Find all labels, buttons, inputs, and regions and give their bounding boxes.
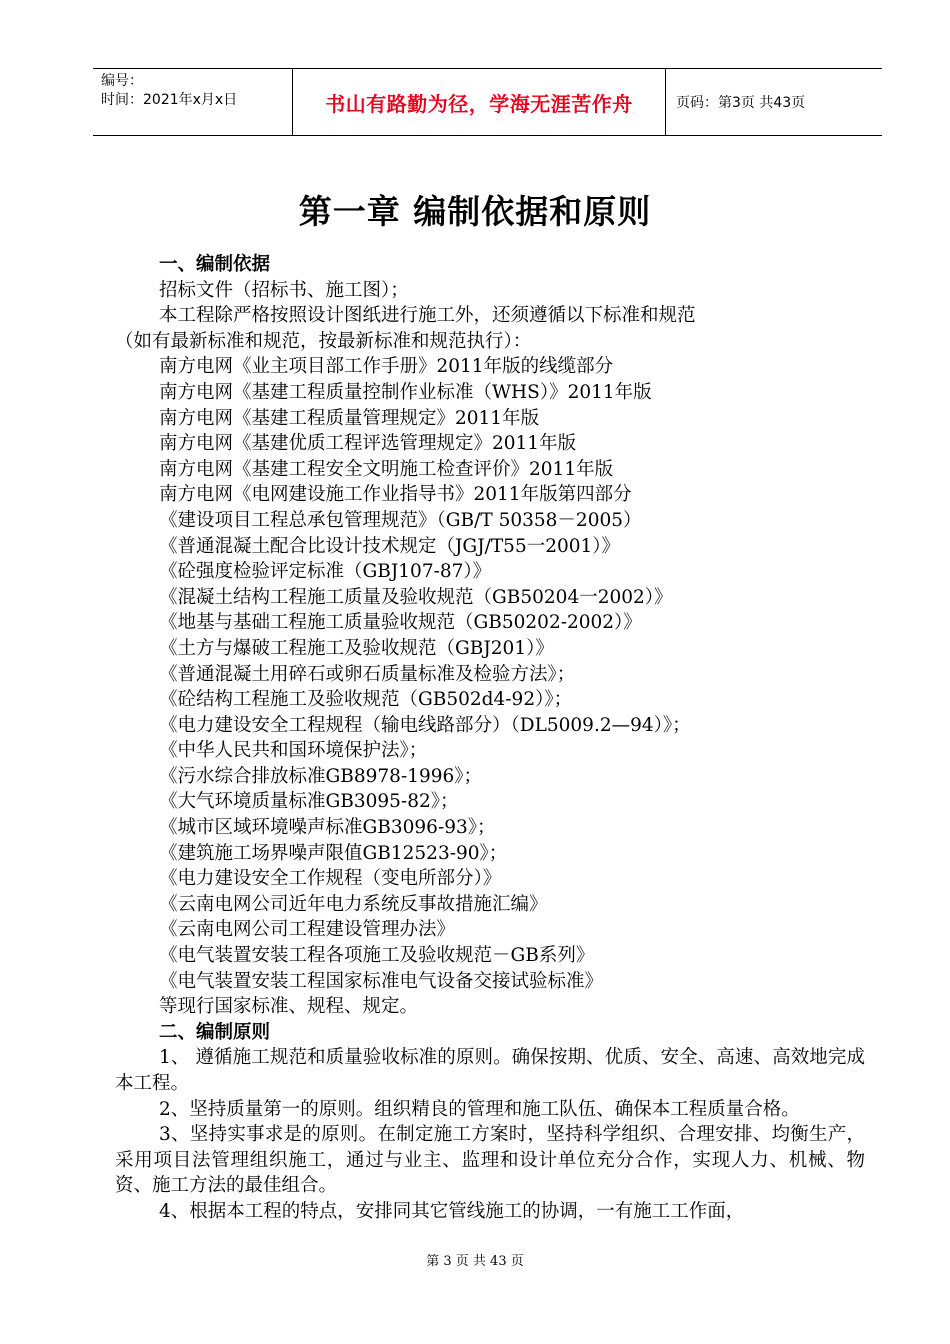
basis-line: 《混凝土结构工程施工质量及验收规范（GB50204一2002）》 xyxy=(159,586,673,608)
basis-line: 南方电网《基建工程安全文明施工检查评价》2011年版 xyxy=(159,458,614,480)
basis-line: 等现行国家标准、规程、规定。 xyxy=(159,996,419,1018)
principle-paragraph: 3、坚持实事求是的原则。在制定施工方案时，坚持科学组织、合理安排、均衡生产，采用项目法管理组织施工，通过与业主、监理和设计单位充分合作，实现人力、机械、物资、施工方法的最佳组合。 xyxy=(115,1124,865,1197)
basis-line: 《砼强度检验评定标准（GBJ107-87）》 xyxy=(159,561,492,583)
section-heading-basis: 一、编制依据 xyxy=(159,254,271,275)
basis-line: 南方电网《基建优质工程评选管理规定》2011年版 xyxy=(159,433,577,455)
basis-line: 《土方与爆破工程施工及验收规范（GBJ201）》 xyxy=(159,637,554,659)
basis-line: 南方电网《业主项目部工作手册》2011年版的线缆部分 xyxy=(159,356,614,378)
basis-line: 《地基与基础工程施工质量验收规范（GB50202-2002）》 xyxy=(159,612,642,634)
principle-paragraph: 2、坚持质量第一的原则。组织精良的管理和施工队伍、确保本工程质量合格。 xyxy=(159,1098,800,1120)
basis-line: 《建设项目工程总承包管理规范》（GB/T 50358－2005） xyxy=(159,509,642,531)
basis-line: 《污水综合排放标准GB8978-1996》； xyxy=(159,765,483,787)
basis-line: 《云南电网公司近年电力系统反事故措施汇编》 xyxy=(159,893,548,915)
basis-line: 招标文件（招标书、施工图）； xyxy=(159,279,409,301)
basis-line: 《中华人民共和国环境保护法》； xyxy=(159,740,428,762)
basis-line: 《砼结构工程施工及验收规范（GB502d4-92）》； xyxy=(159,689,573,711)
basis-line: （如有最新标准和规范，按最新标准和规范执行）： xyxy=(115,330,532,352)
basis-line: 南方电网《基建工程质量控制作业标准（WHS）》2011年版 xyxy=(159,381,652,403)
basis-line: 《普通混凝土用碎石或卵石质量标准及检验方法》； xyxy=(159,663,576,685)
principle-paragraph: 4、根据本工程的特点，安排同其它管线施工的协调，一有施工工作面， xyxy=(159,1200,745,1222)
page-footer: 第 3 页 共 43 页 xyxy=(426,1254,524,1269)
basis-line: 《建筑施工场界噪声限值GB12523-90》； xyxy=(159,842,508,864)
basis-line: 《电力建设安全工程规程（输电线路部分）（DL5009.2—94）》； xyxy=(159,714,691,736)
basis-line: 《电气装置安装工程国家标准电气设备交接试验标准》 xyxy=(159,970,604,992)
document-body xyxy=(115,252,865,1225)
basis-line: 《普通混凝土配合比设计技术规定（JGJ/T55一2001）》 xyxy=(159,535,621,557)
chapter-title: 第一章 编制依据和原则 xyxy=(298,192,652,231)
header-meta xyxy=(93,69,293,135)
basis-line: 《电力建设安全工作规程（变电所部分）》 xyxy=(159,868,502,890)
header-page-info: 页码：第3页 共43页 xyxy=(676,95,806,111)
page-header xyxy=(93,68,882,136)
header-motto: 书山有路勤为径，学海无涯苦作舟 xyxy=(293,69,666,135)
basis-line: 《大气环境质量标准GB3095-82》； xyxy=(159,791,459,813)
basis-line: 南方电网《基建工程质量管理规定》2011年版 xyxy=(159,407,540,429)
principle-paragraph: 1、 遵循施工规范和质量验收标准的原则。确保按期、优质、安全、高速、高效地完成本工程。 xyxy=(115,1047,865,1094)
basis-line: 南方电网《电网建设施工作业指导书》2011年版第四部分 xyxy=(159,484,632,506)
basis-line: 《云南电网公司工程建设管理办法》 xyxy=(159,919,456,941)
basis-line: 《电气装置安装工程各项施工及验收规范－GB系列》 xyxy=(159,945,595,967)
code-label: 编号： xyxy=(101,73,143,89)
basis-line: 本工程除严格按照设计图纸进行施工外，还须遵循以下标准和规范 xyxy=(159,305,696,327)
basis-line: 《城市区域环境噪声标准GB3096-93》； xyxy=(159,817,496,839)
section-heading-principles: 二、编制原则 xyxy=(159,1021,271,1043)
time-label: 时间：2021年x月x日 xyxy=(101,92,238,108)
